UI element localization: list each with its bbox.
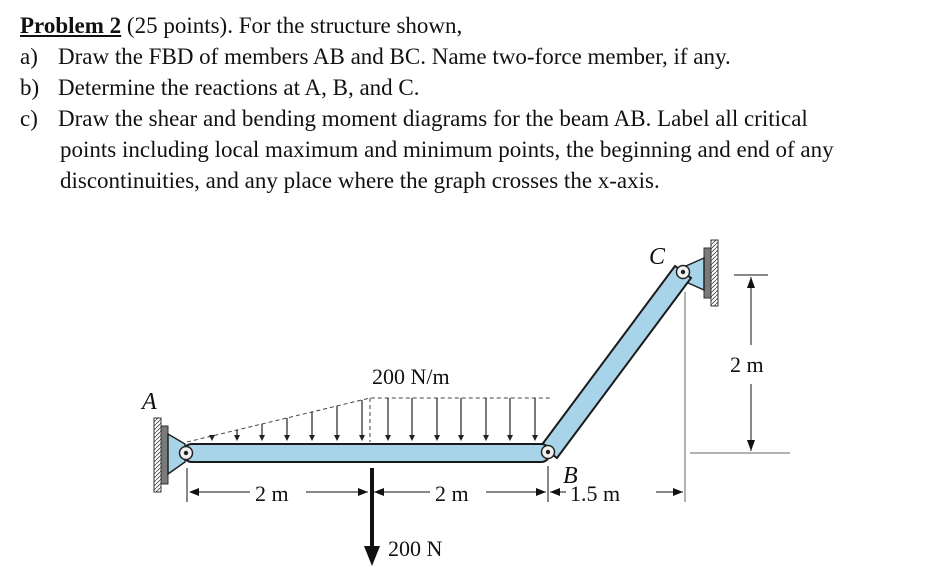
load-arrow-head — [359, 435, 365, 441]
dim-seg3-label: 1.5 m — [570, 481, 621, 506]
point-load-label: 200 N — [388, 536, 443, 561]
dim-height-label: 2 m — [730, 352, 764, 377]
label-A: A — [142, 389, 157, 415]
problem-heading: Problem 2 — [20, 13, 122, 38]
label-B: B — [563, 463, 578, 489]
load-arrow-head — [309, 435, 315, 441]
part-a-text: Draw the FBD of members AB and BC. Name two-force member, if any. — [58, 44, 731, 69]
load-arrow-head — [334, 435, 340, 441]
dimension-lines — [187, 275, 790, 502]
part-c-text-2: points including local maximum and minimum points, the beginning and end of any — [60, 137, 834, 162]
support-C — [686, 240, 718, 306]
load-arrow-head — [409, 435, 415, 441]
load-arrow-head — [234, 435, 240, 441]
distributed-load — [187, 398, 550, 442]
label-C: C — [649, 244, 666, 270]
member-BC — [541, 266, 691, 458]
distributed-load-label: 200 N/m — [372, 364, 450, 389]
problem-points: (25 points). For the structure shown, — [121, 13, 463, 38]
part-b-label: b) — [20, 75, 40, 100]
part-b-text: Determine the reactions at A, B, and C. — [58, 75, 420, 100]
load-arrow-head — [284, 435, 290, 441]
load-arrow-head — [458, 435, 464, 441]
load-arrow-head — [434, 435, 440, 441]
load-arrow-head — [532, 435, 538, 441]
part-a-label: a) — [20, 44, 38, 69]
part-c-text-1: Draw the shear and bending moment diagrams for the beam AB. Label all critical — [58, 106, 808, 131]
load-arrow-head — [209, 435, 215, 441]
load-arrow-head — [507, 435, 513, 441]
point-load-arrow — [364, 468, 380, 566]
pin-C — [677, 266, 690, 279]
load-arrow-head — [483, 435, 489, 441]
dim-seg1-label: 2 m — [255, 481, 289, 506]
load-arrows — [209, 398, 538, 441]
part-c-text-3: discontinuities, and any place where the graph crosses the x-axis. — [60, 168, 660, 193]
pin-B — [542, 446, 555, 459]
part-c-label: c) — [20, 106, 38, 131]
dim-seg2-label: 2 m — [435, 481, 469, 506]
load-arrow-head — [385, 435, 391, 441]
load-arrow-head — [259, 435, 265, 441]
beam-AB — [183, 444, 550, 462]
pin-A — [180, 447, 193, 460]
